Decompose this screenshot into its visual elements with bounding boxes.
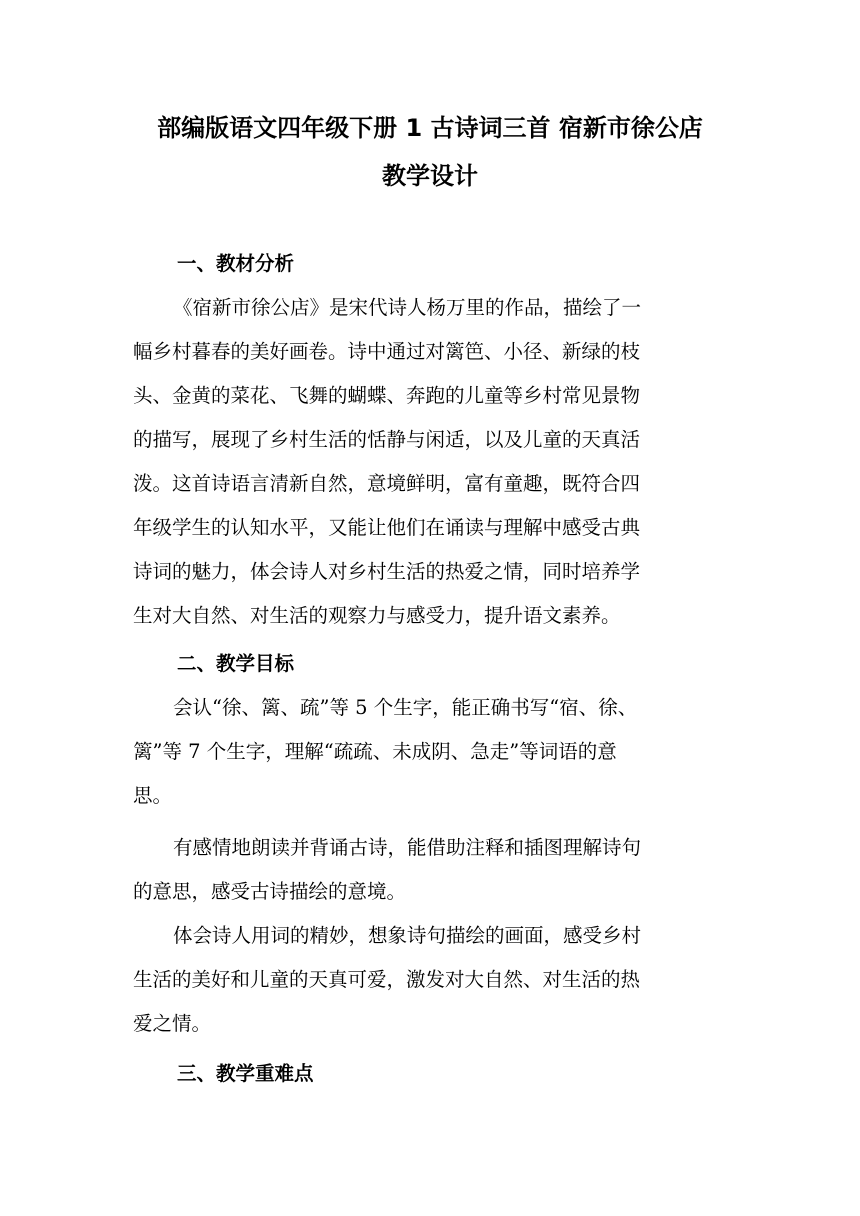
paragraph-line: 头、金黄的菜花、飞舞的蝴蝶、奔跑的儿童等乡村常见景物: [133, 384, 641, 407]
paragraph-line: 思。: [133, 784, 173, 807]
paragraph-line: 爱之情。: [133, 1012, 212, 1035]
title-line-2: 教学设计: [382, 162, 478, 190]
paragraph-line: 幅乡村暮春的美好画卷。诗中通过对篱笆、小径、新绿的枝: [133, 340, 641, 363]
section-heading-key-points: 三、教学重难点: [177, 1062, 314, 1085]
section-heading-analysis: 一、教材分析: [177, 252, 295, 275]
paragraph-line: 《宿新市徐公店》是宋代诗人杨万里的作品，描绘了一: [173, 296, 642, 319]
section-heading-goals: 二、教学目标: [177, 652, 295, 675]
goal-paragraph-2: [133, 826, 733, 914]
paragraph-line: 有感情地朗读并背诵古诗，能借助注释和插图理解诗句: [173, 836, 642, 859]
goal-paragraph-3: [133, 914, 733, 1046]
paragraph-line: 生活的美好和儿童的天真可爱，激发对大自然、对生活的热: [133, 968, 641, 991]
title-line-1: 部编版语文四年级下册 1 古诗词三首 宿新市徐公店: [157, 114, 703, 142]
paragraph-line: 诗词的魅力，体会诗人对乡村生活的热爱之情，同时培养学: [133, 560, 641, 583]
goal-paragraph-1: [133, 686, 733, 818]
paragraph-line: 年级学生的认知水平，又能让他们在诵读与理解中感受古典: [133, 516, 641, 539]
analysis-paragraph: [133, 286, 733, 638]
paragraph-line: 会认“徐、篱、疏”等 5 个生字，能正确书写“宿、徐、: [173, 696, 638, 719]
paragraph-line: 泼。这首诗语言清新自然，意境鲜明，富有童趣，既符合四: [133, 472, 641, 495]
paragraph-line: 生对大自然、对生活的观察力与感受力，提升语文素养。: [133, 604, 621, 627]
paragraph-line: 的描写，展现了乡村生活的恬静与闲适，以及儿童的天真活: [133, 428, 641, 451]
paragraph-line: 体会诗人用词的精妙，想象诗句描绘的画面，感受乡村: [173, 924, 642, 947]
paragraph-line: 篱”等 7 个生字，理解“疏疏、未成阴、急走”等词语的意: [133, 740, 617, 763]
page-title: [100, 104, 760, 200]
paragraph-line: 的意思，感受古诗描绘的意境。: [133, 880, 407, 903]
